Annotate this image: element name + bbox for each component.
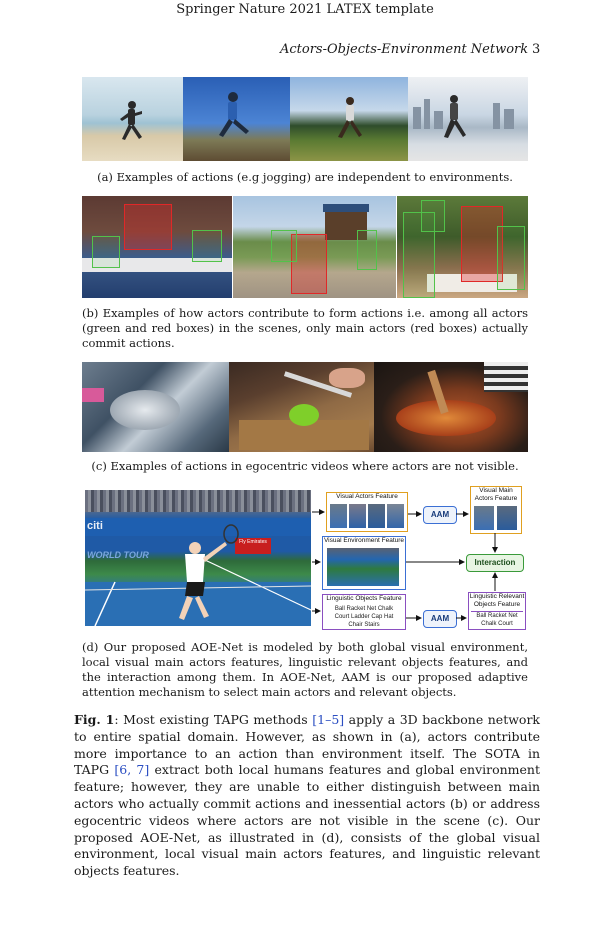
object-words-line: Ball Racket Net Chalk bbox=[334, 606, 394, 612]
relevant-words-line: Ball Racket Net bbox=[476, 613, 518, 619]
main-actor-box bbox=[124, 204, 172, 250]
visual-actors-feature-label: Visual Actors Feature bbox=[336, 493, 398, 500]
panel-a-caption: (a) Examples of actions (e.g jogging) are independent to environments. bbox=[97, 170, 513, 184]
panel-c-caption: (c) Examples of actions in egocentric videos where actors are not visible. bbox=[91, 459, 519, 473]
aam-top: AAM bbox=[423, 506, 457, 524]
jogging-hill-photo bbox=[183, 77, 290, 161]
visual-environment-label: Visual Environment Feature bbox=[323, 537, 405, 544]
jogging-city-photo bbox=[408, 77, 528, 161]
egocentric-cooking-photo bbox=[374, 362, 528, 452]
panel-d-caption: (d) Our proposed AOE-Net is modeled by both global visual environment, local visual main actors features, linguistic relevant objects features, and the interaction among them. In AOE-Net, AAM is our proposed adaptive attention mechanism to select main actors and relevant objects. bbox=[82, 640, 528, 699]
actor-box bbox=[497, 226, 525, 290]
actor-box bbox=[92, 236, 120, 268]
jogging-field-photo bbox=[290, 77, 408, 161]
caption-text: apply a 3D backbone network to entire spatial domain. However, as shown in (a), actors contribute more importance to an action than environment itself. The SOTA in TAPG bbox=[74, 712, 541, 778]
panel-b-caption: (b) Examples of how actors contribute to form actions i.e. among all actors (green and red boxes) in the scenes, only main actors (red boxes) actually commit actions. bbox=[82, 306, 528, 350]
citation-link[interactable]: [1–5] bbox=[312, 712, 345, 727]
kitchen-outdoor-photo bbox=[397, 196, 528, 298]
citation-link[interactable]: [6, 7] bbox=[114, 762, 150, 778]
actor-box bbox=[357, 230, 377, 270]
actor-box bbox=[271, 230, 297, 262]
diagram-arrows bbox=[300, 480, 540, 640]
aam-bottom: AAM bbox=[423, 610, 457, 628]
caption-text: extract both local humans features and global environment feature; however, they are unable to either distinguish between main actors who actually commit actions and inessential actors (b) or address egocentric videos where actors are not visible in the scene (c). Our proposed AOE-Net, as illustrated in (d), consists of the global visual environment, local visual main actors features, and linguistic relevant objects features. bbox=[74, 762, 540, 879]
tennis-scene-photo bbox=[85, 490, 311, 626]
figure-caption bbox=[74, 712, 540, 880]
linguistic-objects-label: Linguistic Objects Feature bbox=[326, 595, 402, 602]
world-tour-banner: WORLD TOUR bbox=[87, 550, 149, 560]
citi-banner: citi bbox=[87, 520, 103, 532]
object-words-line: Court Ladder Cap Hat bbox=[334, 614, 394, 620]
emirates-banner: Fly Emirates bbox=[235, 538, 271, 554]
caption-text: : Most existing TAPG methods bbox=[114, 712, 313, 727]
linguistic-relevant-label: Linguistic Relevant bbox=[469, 593, 525, 600]
running-header: Springer Nature 2021 LATEX template bbox=[176, 2, 434, 17]
visual-main-actors-label: Actors Feature bbox=[474, 495, 518, 502]
playground-photo bbox=[233, 196, 396, 298]
interaction-box: Interaction bbox=[466, 554, 524, 572]
visual-main-actors-label: Visual Main bbox=[479, 487, 513, 494]
actor-box bbox=[421, 200, 445, 232]
section-title: Actors-Objects-Environment Network bbox=[280, 42, 529, 57]
relevant-words-line: Chalk Court bbox=[481, 621, 513, 627]
egocentric-cutting-photo bbox=[229, 362, 374, 452]
object-words-line: Chair Stairs bbox=[348, 622, 380, 628]
figure-label: Fig. 1 bbox=[74, 712, 115, 727]
jogging-beach-photo bbox=[82, 77, 183, 161]
linguistic-relevant-label: Objects Feature bbox=[473, 601, 521, 608]
page-number: 3 bbox=[532, 42, 541, 57]
egocentric-washing-photo bbox=[82, 362, 229, 452]
classroom-photo bbox=[82, 196, 232, 298]
actor-box bbox=[192, 230, 222, 262]
